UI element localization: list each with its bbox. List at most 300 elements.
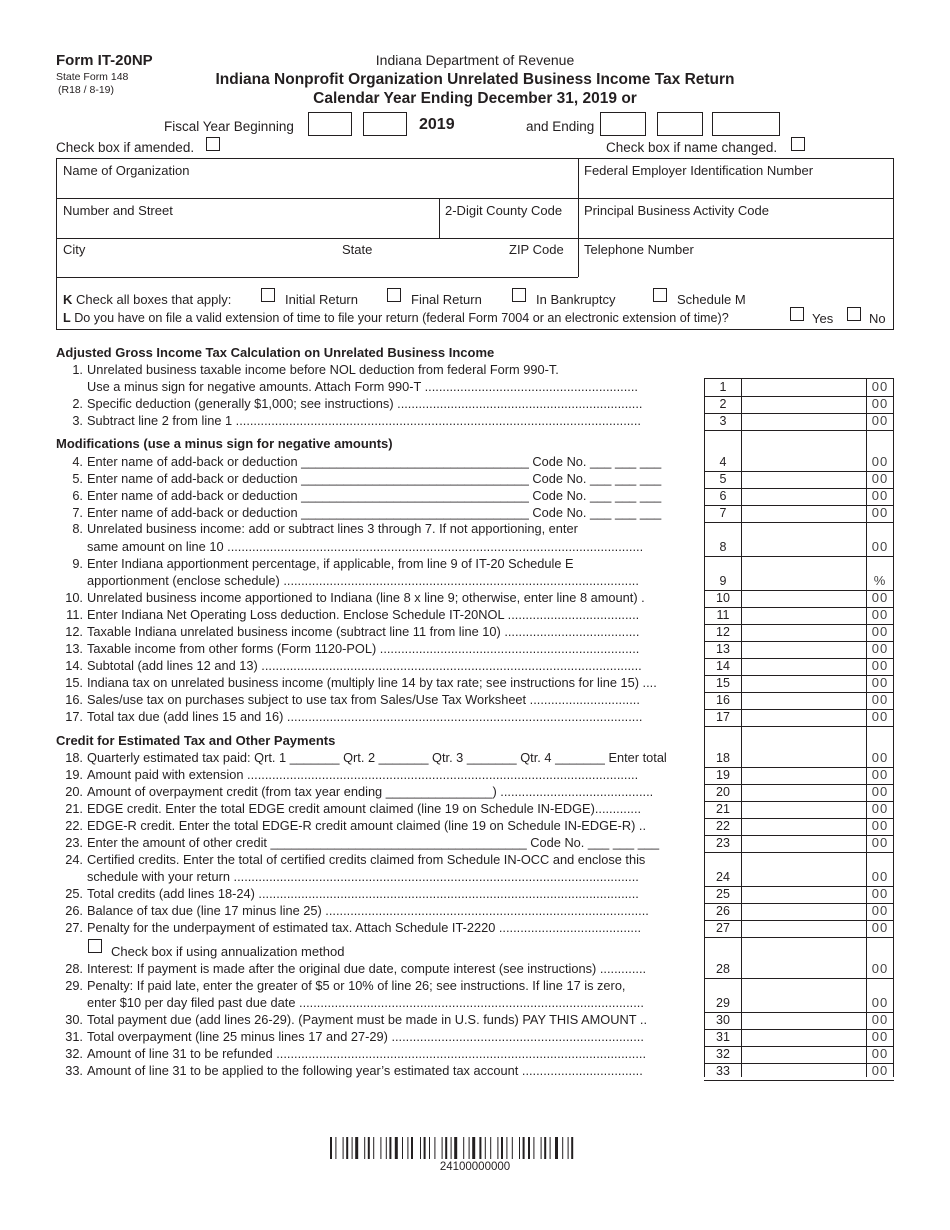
line-description: Penalty for the underpayment of estimated tax. Attach Schedule IT-2220 ........................................ — [87, 920, 642, 935]
form-title: Indiana Nonprofit Organization Unrelated Business Income Tax Return — [215, 71, 735, 88]
line-cents: 00 — [871, 396, 889, 411]
line-number: 16. — [65, 692, 83, 707]
line-24-continuation: schedule with your return .................................................................................................................. — [87, 869, 639, 884]
line-cents: 00 — [871, 750, 889, 765]
name-changed-label: Check box if name changed. — [606, 140, 778, 155]
line-description: Unrelated business taxable income before NOL deduction from federal Form 990-T. — [87, 362, 559, 377]
and-ending-label: and Ending — [526, 119, 595, 134]
line-cents: 00 — [871, 920, 889, 935]
line-description: Amount of overpayment credit (from tax year ending _______________) ........................................... — [87, 784, 654, 799]
line-description: Unrelated business income: add or subtract lines 3 through 7. If not apportioning, enter — [87, 521, 578, 536]
k-row — [63, 292, 231, 307]
line-cents: 00 — [871, 675, 889, 690]
line-description: Subtract line 2 from line 1 .................................................................................................................. — [87, 413, 641, 428]
line-26-amount-input[interactable] — [742, 903, 866, 919]
barcode-bar — [490, 1137, 491, 1159]
amended-label: Check box if amended. — [56, 140, 195, 155]
barcode-bar — [519, 1137, 520, 1159]
line-description: Total credits (add lines 18-24) ........................................................................................................... — [87, 886, 639, 901]
line-description: Enter Indiana Net Operating Loss deduction. Enclose Schedule IT-20NOL ..................................... — [87, 607, 640, 622]
line-21-text — [56, 801, 696, 816]
line-box-number: 19 — [716, 768, 730, 782]
line-8-amount-input[interactable] — [742, 539, 866, 555]
line-description: Total payment due (add lines 26-29). (Payment must be made in U.S. funds) PAY THIS AMOUNT .. — [87, 1012, 647, 1027]
line-box-number: 25 — [716, 887, 730, 901]
line-description: Enter name of add-back or deduction ________________________________ Code No. ___ ___ ___ — [87, 505, 662, 520]
line-29-text — [56, 978, 696, 993]
line-box-number: 3 — [719, 414, 727, 428]
form-id: Form IT-20NP — [56, 52, 153, 69]
barcode-bar — [434, 1137, 435, 1159]
line-1-amount-input[interactable] — [742, 379, 866, 395]
line-box-number: 8 — [719, 540, 727, 554]
line-cents: 00 — [871, 801, 889, 816]
telephone-field[interactable]: Telephone Number — [584, 242, 694, 257]
line-rule — [704, 937, 894, 938]
bankruptcy-label: In Bankruptcy — [536, 292, 616, 307]
line-description: Taxable Indiana unrelated business income (subtract line 11 from line 10) ...................................... — [87, 624, 640, 639]
line-description: EDGE-R credit. Enter the total EDGE-R credit amount claimed (line 19 on Schedule IN-EDGE-R) .. — [87, 818, 647, 833]
line-28-amount-input[interactable] — [742, 961, 866, 977]
business-activity-field[interactable]: Principal Business Activity Code — [584, 203, 769, 218]
line-box-number: 26 — [716, 904, 730, 918]
line-number: 7. — [72, 505, 83, 520]
barcode-bar — [550, 1137, 551, 1159]
line-cents: 00 — [871, 961, 889, 976]
barcode-bar — [454, 1137, 457, 1159]
line-12-text — [56, 624, 696, 639]
line-number: 27. — [65, 920, 83, 935]
barcode-bar — [506, 1137, 507, 1159]
line-7-amount-input[interactable] — [742, 505, 866, 521]
line-box-number: 11 — [716, 608, 730, 622]
line-20-text — [56, 784, 696, 799]
initial-return-checkbox[interactable] — [261, 288, 275, 302]
line-17-amount-input[interactable] — [742, 709, 866, 725]
barcode-bar — [555, 1137, 558, 1159]
annualization-checkbox[interactable] — [88, 939, 102, 953]
fiscal-begin-month-input[interactable] — [308, 112, 352, 136]
line-number: 5. — [72, 471, 83, 486]
barcode-bar — [411, 1137, 413, 1159]
line-33-text — [56, 1063, 696, 1078]
line-box-number: 27 — [716, 921, 730, 935]
line-box-number: 32 — [716, 1047, 730, 1061]
line-description: Total tax due (add lines 15 and 16) .................................................................................................... — [87, 709, 643, 724]
line-box-number: 12 — [716, 625, 730, 639]
line-description: Balance of tax due (line 17 minus line 25) ........................................................................................... — [87, 903, 649, 918]
extension-yes-checkbox[interactable] — [790, 307, 804, 321]
barcode-bar — [380, 1137, 381, 1159]
line-5-amount-input[interactable] — [742, 471, 866, 487]
line-box-number: 6 — [719, 489, 727, 503]
county-code-field[interactable]: 2-Digit County Code — [445, 203, 563, 218]
barcode-bar — [485, 1137, 486, 1159]
agi-section-heading: Adjusted Gross Income Tax Calculation on Unrelated Business Income — [56, 345, 495, 360]
line-box-number: 24 — [716, 870, 730, 884]
barcode-bar — [501, 1137, 503, 1159]
line-number: 29. — [65, 978, 83, 993]
line-cents: 00 — [871, 1046, 889, 1061]
tax-year: 2019 — [419, 116, 455, 133]
line-description: Amount of line 31 to be applied to the following year’s estimated tax account .................................. — [87, 1063, 643, 1078]
l-text: Do you have on file a valid extension of time to file your return (federal Form 7004 or an electronic extension of time)? — [74, 311, 729, 325]
line-10-text — [56, 590, 696, 605]
annualization-label: Check box if using annualization method — [111, 944, 345, 959]
line-26-text — [56, 903, 696, 918]
barcode-bar — [541, 1137, 542, 1159]
fiscal-begin-day-input[interactable] — [363, 112, 407, 136]
l-prefix: L — [63, 311, 71, 325]
city-field[interactable]: City — [63, 242, 86, 257]
line-cents: 00 — [871, 835, 889, 850]
barcode-bar — [442, 1137, 443, 1159]
line-cents: % — [873, 573, 887, 588]
line-description: Amount paid with extension .............................................................................................................. — [87, 767, 639, 782]
barcode-bar — [523, 1137, 525, 1159]
line-rule — [704, 978, 894, 979]
line-16-amount-input[interactable] — [742, 692, 866, 708]
final-return-checkbox[interactable] — [387, 288, 401, 302]
line-6-text — [56, 488, 696, 503]
line-rule — [704, 726, 894, 727]
line-description: Sales/use tax on purchases subject to use tax from Sales/Use Tax Worksheet ............................... — [87, 692, 640, 707]
line-31-amount-input[interactable] — [742, 1029, 866, 1045]
line-24-amount-input[interactable] — [742, 869, 866, 885]
line-32-text — [56, 1046, 696, 1061]
line-23-amount-input[interactable] — [742, 835, 866, 851]
line-8-continuation: same amount on line 10 ..................................................................................................................... — [87, 539, 644, 554]
line-number: 17. — [65, 709, 83, 724]
line-cents: 00 — [871, 488, 889, 503]
line-rule — [704, 556, 894, 557]
barcode-bar — [533, 1137, 534, 1159]
line-19-amount-input[interactable] — [742, 767, 866, 783]
fein-field[interactable]: Federal Employer Identification Number — [584, 163, 814, 178]
line-cents: 00 — [871, 658, 889, 673]
barcode-bar — [343, 1137, 344, 1159]
line-cents: 00 — [871, 818, 889, 833]
schedule-m-checkbox[interactable] — [653, 288, 667, 302]
barcode-bar — [395, 1137, 398, 1159]
line-number: 15. — [65, 675, 83, 690]
k-prefix: K — [63, 292, 73, 307]
line-10-amount-input[interactable] — [742, 590, 866, 606]
line-description: Enter name of add-back or deduction ________________________________ Code No. ___ ___ ___ — [87, 488, 662, 503]
line-description: Penalty: If paid late, enter the greater of $5 or 10% of line 26; see instructions. If line 17 is zero, — [87, 978, 626, 993]
line-cents: 00 — [871, 767, 889, 782]
line-20-amount-input[interactable] — [742, 784, 866, 800]
line-box-number: 2 — [719, 397, 727, 411]
line-box-number: 33 — [716, 1064, 730, 1078]
line-17-text — [56, 709, 696, 724]
barcode-bar — [463, 1137, 464, 1159]
line-box-number: 13 — [716, 642, 730, 656]
line-description: Enter name of add-back or deduction ________________________________ Code No. ___ ___ ___ — [87, 454, 662, 469]
line-box-number: 16 — [716, 693, 730, 707]
line-description: Taxable income from other forms (Form 1120-POL) ......................................................................... — [87, 641, 640, 656]
line-4-amount-input[interactable] — [742, 454, 866, 470]
line-3-amount-input[interactable] — [742, 413, 866, 429]
line-number: 20. — [65, 784, 83, 799]
line-description: Unrelated business income apportioned to Indiana (line 8 x line 9; otherwise, enter line 8 amount) . — [87, 590, 645, 605]
line-number: 21. — [65, 801, 83, 816]
line-30-text — [56, 1012, 696, 1027]
barcode-bar — [346, 1137, 348, 1159]
line-29-continuation: enter $10 per day filed past due date ................................................................................................. — [87, 995, 644, 1010]
line-box-number: 14 — [716, 659, 730, 673]
line-27-text — [56, 920, 696, 935]
final-return-label: Final Return — [411, 292, 482, 307]
barcode-bar — [389, 1137, 391, 1159]
line-box-number: 21 — [716, 802, 730, 816]
department-name: Indiana Department of Revenue — [375, 52, 575, 68]
line-cents: 00 — [871, 903, 889, 918]
line-number: 31. — [65, 1029, 83, 1044]
line-22-amount-input[interactable] — [742, 818, 866, 834]
schedule-m-label: Schedule M — [677, 292, 746, 307]
line-number: 4. — [72, 454, 83, 469]
barcode-bar — [451, 1137, 452, 1159]
line-cents: 00 — [871, 413, 889, 428]
line-description: Indiana tax on unrelated business income (multiply line 14 by tax rate; see instructions for line 15) .... — [87, 675, 657, 690]
line-cents: 00 — [871, 471, 889, 486]
line-cents: 00 — [871, 995, 889, 1010]
line-number: 25. — [65, 886, 83, 901]
line-description: Enter the amount of other credit ____________________________________ Code No. ___ ___ ___ — [87, 835, 660, 850]
line-7-text — [56, 505, 696, 520]
barcode-bar — [469, 1137, 470, 1159]
barcode-bar — [424, 1137, 426, 1159]
barcode-bar — [429, 1137, 430, 1159]
line-description: Enter Indiana apportionment percentage, if applicable, from line 9 of IT-20 Schedule E — [87, 556, 574, 571]
line-box-number: 30 — [716, 1013, 730, 1027]
line-cents: 00 — [871, 505, 889, 520]
line-1-text — [56, 362, 696, 377]
line-number: 28. — [65, 961, 83, 976]
fiscal-end-month-input[interactable] — [600, 112, 646, 136]
line-description: Quarterly estimated tax paid: Qrt. 1 _______ Qrt. 2 _______ Qtr. 3 _______ Qtr. 4 _______ Enter total — [87, 750, 667, 765]
line-description: Subtotal (add lines 12 and 13) ........................................................................................................... — [87, 658, 642, 673]
line-2-amount-input[interactable] — [742, 396, 866, 412]
initial-return-label: Initial Return — [285, 292, 358, 307]
line-9-amount-input[interactable] — [742, 573, 866, 589]
name-changed-checkbox[interactable] — [791, 137, 805, 151]
extension-yes-label: Yes — [812, 311, 834, 326]
line-box-number: 17 — [716, 710, 730, 724]
barcode-bar — [335, 1137, 336, 1159]
line-4-text — [56, 454, 696, 469]
line-rule — [704, 852, 894, 853]
line-number: 3. — [72, 413, 83, 428]
line-box-number: 15 — [716, 676, 730, 690]
amended-checkbox[interactable] — [206, 137, 220, 151]
barcode-bar — [355, 1137, 358, 1159]
l-row — [63, 311, 729, 325]
line-33-amount-input[interactable] — [742, 1063, 866, 1079]
line-number: 30. — [65, 1012, 83, 1027]
line-rule — [704, 1080, 894, 1081]
barcode-bar — [368, 1137, 370, 1159]
credits-section-heading: Credit for Estimated Tax and Other Payments — [56, 733, 336, 748]
line-cents: 00 — [871, 784, 889, 799]
line-cents: 00 — [871, 539, 889, 554]
line-19-text — [56, 767, 696, 782]
line-15-text — [56, 675, 696, 690]
line-number: 10. — [65, 590, 83, 605]
line-cents: 00 — [871, 869, 889, 884]
line-13-amount-input[interactable] — [742, 641, 866, 657]
line-number: 24. — [65, 852, 83, 867]
line-cents: 00 — [871, 692, 889, 707]
fiscal-end-day-input[interactable] — [657, 112, 703, 136]
line-cents: 00 — [871, 1029, 889, 1044]
zip-field[interactable]: ZIP Code — [509, 242, 564, 257]
line-number: 6. — [72, 488, 83, 503]
line-cents: 00 — [871, 886, 889, 901]
line-box-number: 28 — [716, 962, 730, 976]
barcode-bar — [330, 1137, 332, 1159]
line-cents: 00 — [871, 624, 889, 639]
line-number: 18. — [65, 750, 83, 765]
line-description: Amount of line 31 to be refunded ........................................................................................................ — [87, 1046, 647, 1061]
line-27-amount-input[interactable] — [742, 920, 866, 936]
line-15-amount-input[interactable] — [742, 675, 866, 691]
line-cents: 00 — [871, 709, 889, 724]
line-2-text — [56, 396, 696, 411]
barcode-bar — [562, 1137, 563, 1159]
form-revision: (R18 / 8-19) — [58, 84, 115, 96]
line-box-number: 31 — [716, 1030, 730, 1044]
line-23-text — [56, 835, 696, 850]
line-cents: 00 — [871, 641, 889, 656]
line-28-text — [56, 961, 696, 976]
line-description: EDGE credit. Enter the total EDGE credit amount claimed (line 19 on Schedule IN-EDGE)............. — [87, 801, 642, 816]
line-box-number: 22 — [716, 819, 730, 833]
line-5-text — [56, 471, 696, 486]
identification-table — [56, 158, 894, 330]
line-description: Specific deduction (generally $1,000; see instructions) ..................................................................... — [87, 396, 643, 411]
line-box-number: 29 — [716, 996, 730, 1010]
line-29-amount-input[interactable] — [742, 995, 866, 1011]
state-form-number: State Form 148 — [56, 71, 129, 83]
line-description: Certified credits. Enter the total of certified credits claimed from Schedule IN-OCC and enclose this — [87, 852, 646, 867]
barcode-bar — [373, 1137, 374, 1159]
line-box-number: 9 — [719, 574, 727, 588]
line-18-amount-input[interactable] — [742, 750, 866, 766]
street-field[interactable]: Number and Street — [63, 203, 173, 218]
line-11-text — [56, 607, 696, 622]
fiscal-end-year-input[interactable] — [712, 112, 780, 136]
line-number: 19. — [65, 767, 83, 782]
line-6-amount-input[interactable] — [742, 488, 866, 504]
line-14-amount-input[interactable] — [742, 658, 866, 674]
k-text: Check all boxes that apply: — [76, 292, 232, 307]
line-number: 8. — [72, 521, 83, 536]
line-32-amount-input[interactable] — [742, 1046, 866, 1062]
line-number: 22. — [65, 818, 83, 833]
barcode-image — [330, 1137, 620, 1159]
barcode-bar — [544, 1137, 546, 1159]
fiscal-year-beginning-label: Fiscal Year Beginning — [164, 119, 294, 134]
barcode-bar — [479, 1137, 481, 1159]
line-16-text — [56, 692, 696, 707]
line-9-continuation: apportionment (enclose schedule) .................................................................................................... — [87, 573, 639, 588]
barcode-bar — [512, 1137, 513, 1159]
line-22-text — [56, 818, 696, 833]
extension-no-checkbox[interactable] — [847, 307, 861, 321]
line-description: Interest: If payment is made after the original due date, compute interest (see instructions) ............. — [87, 961, 647, 976]
line-13-text — [56, 641, 696, 656]
line-number: 14. — [65, 658, 83, 673]
barcode-number: 24100000000 — [439, 1161, 511, 1173]
line-1-continuation: Use a minus sign for negative amounts. Attach Form 990-T ............................................................ — [87, 379, 638, 394]
line-cents: 00 — [871, 379, 889, 394]
barcode-bar — [497, 1137, 498, 1159]
barcode-bar — [571, 1137, 573, 1159]
barcode-bar — [364, 1137, 365, 1159]
line-number: 26. — [65, 903, 83, 918]
barcode-bar — [445, 1137, 447, 1159]
bankruptcy-checkbox[interactable] — [512, 288, 526, 302]
line-rule — [704, 430, 894, 431]
line-9-text — [56, 556, 696, 571]
form-subtitle: Calendar Year Ending December 31, 2019 or — [313, 90, 637, 107]
line-24-text — [56, 852, 696, 867]
barcode-bar — [568, 1137, 569, 1159]
line-31-text — [56, 1029, 696, 1044]
org-name-field[interactable]: Name of Organization — [63, 163, 190, 178]
line-number: 23. — [65, 835, 83, 850]
line-14-text — [56, 658, 696, 673]
line-box-number: 4 — [719, 455, 727, 469]
line-21-amount-input[interactable] — [742, 801, 866, 817]
barcode-bar — [386, 1137, 387, 1159]
barcode-bar — [528, 1137, 530, 1159]
line-box-number: 23 — [716, 836, 730, 850]
line-number: 32. — [65, 1046, 83, 1061]
barcode-bar — [420, 1137, 421, 1159]
line-description: Enter name of add-back or deduction ________________________________ Code No. ___ ___ ___ — [87, 471, 662, 486]
line-cents: 00 — [871, 590, 889, 605]
barcode-bar — [352, 1137, 353, 1159]
barcode-bar — [472, 1137, 475, 1159]
line-number: 33. — [65, 1063, 83, 1078]
line-box-number: 1 — [719, 380, 727, 394]
line-box-number: 20 — [716, 785, 730, 799]
line-25-amount-input[interactable] — [742, 886, 866, 902]
barcode-bar — [407, 1137, 408, 1159]
line-8-text — [56, 521, 696, 536]
barcode-bar — [402, 1137, 403, 1159]
extension-no-label: No — [869, 311, 886, 326]
state-field[interactable]: State — [342, 242, 373, 257]
line-box-number: 7 — [719, 506, 727, 520]
amount-column-top-rule — [704, 378, 894, 379]
modifications-section-heading: Modifications (use a minus sign for negative amounts) — [56, 436, 393, 451]
line-cents: 00 — [871, 607, 889, 622]
line-cents: 00 — [871, 454, 889, 469]
line-12-amount-input[interactable] — [742, 624, 866, 640]
line-number: 13. — [65, 641, 83, 656]
line-number: 2. — [72, 396, 83, 411]
line-cents: 00 — [871, 1012, 889, 1027]
line-30-amount-input[interactable] — [742, 1012, 866, 1028]
line-description: Total overpayment (line 25 minus lines 17 and 27-29) ....................................................................... — [87, 1029, 644, 1044]
line-11-amount-input[interactable] — [742, 607, 866, 623]
line-25-text — [56, 886, 696, 901]
line-18-text — [56, 750, 696, 765]
